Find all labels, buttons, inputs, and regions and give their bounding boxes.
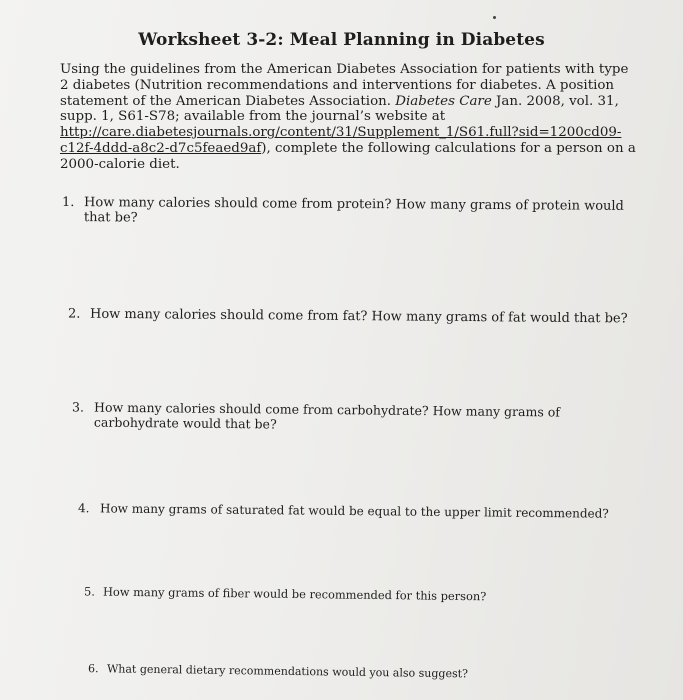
question-6 [88, 661, 508, 682]
question-number: 5. [83, 584, 95, 599]
question-2 [68, 307, 628, 327]
question-text: How many calories should come from protein? How many grams of protein would that be? [83, 195, 624, 226]
question-text: How many calories should come from fat? How many grams of fat would that be? [89, 306, 628, 327]
question-5 [84, 584, 514, 604]
intro-text-citation: Jan. 2008, vol. 31, supp. 1, S61-S78; available from the journal’s website at [60, 93, 619, 125]
question-number: 3. [72, 399, 85, 415]
question-1 [62, 195, 637, 229]
journal-name: Diabetes Care [395, 93, 492, 109]
question-number: 1. [62, 194, 75, 211]
intro-paragraph [60, 62, 640, 173]
question-text: How many calories should come from carbohydrate? How many grams of carbohydrate would that be? [93, 399, 561, 432]
question-number: 2. [67, 306, 81, 322]
ink-dot [493, 16, 496, 19]
worksheet-title: Worksheet 3-2: Meal Planning in Diabetes [138, 30, 545, 50]
question-text: How many grams of saturated fat would be equal to the upper limit recommended? [99, 501, 609, 521]
question-text: What general dietary recommendations would you also suggest? [106, 662, 469, 681]
journal-url-link[interactable]: http://care.diabetesjournals.org/content/31/Supplement_1/S61.full?sid=1200cd09-c12f-4ddd-a8c2-d7c5feaed9af [60, 125, 622, 156]
question-number: 4. [77, 501, 90, 516]
intro-text-instructions: ), complete the following calculations for a person on a 2000-calorie diet. [60, 140, 636, 172]
question-3 [72, 399, 572, 434]
intro-text: Using the guidelines from the American Diabetes Association for patients with type 2 diabetes (Nutrition recommendations and interventions for diabetes. A position statement of the American Diabetes Association. [60, 62, 629, 109]
question-text: How many grams of fiber would be recommended for this person? [102, 584, 487, 604]
question-number: 6. [87, 662, 99, 676]
question-4 [78, 501, 623, 522]
